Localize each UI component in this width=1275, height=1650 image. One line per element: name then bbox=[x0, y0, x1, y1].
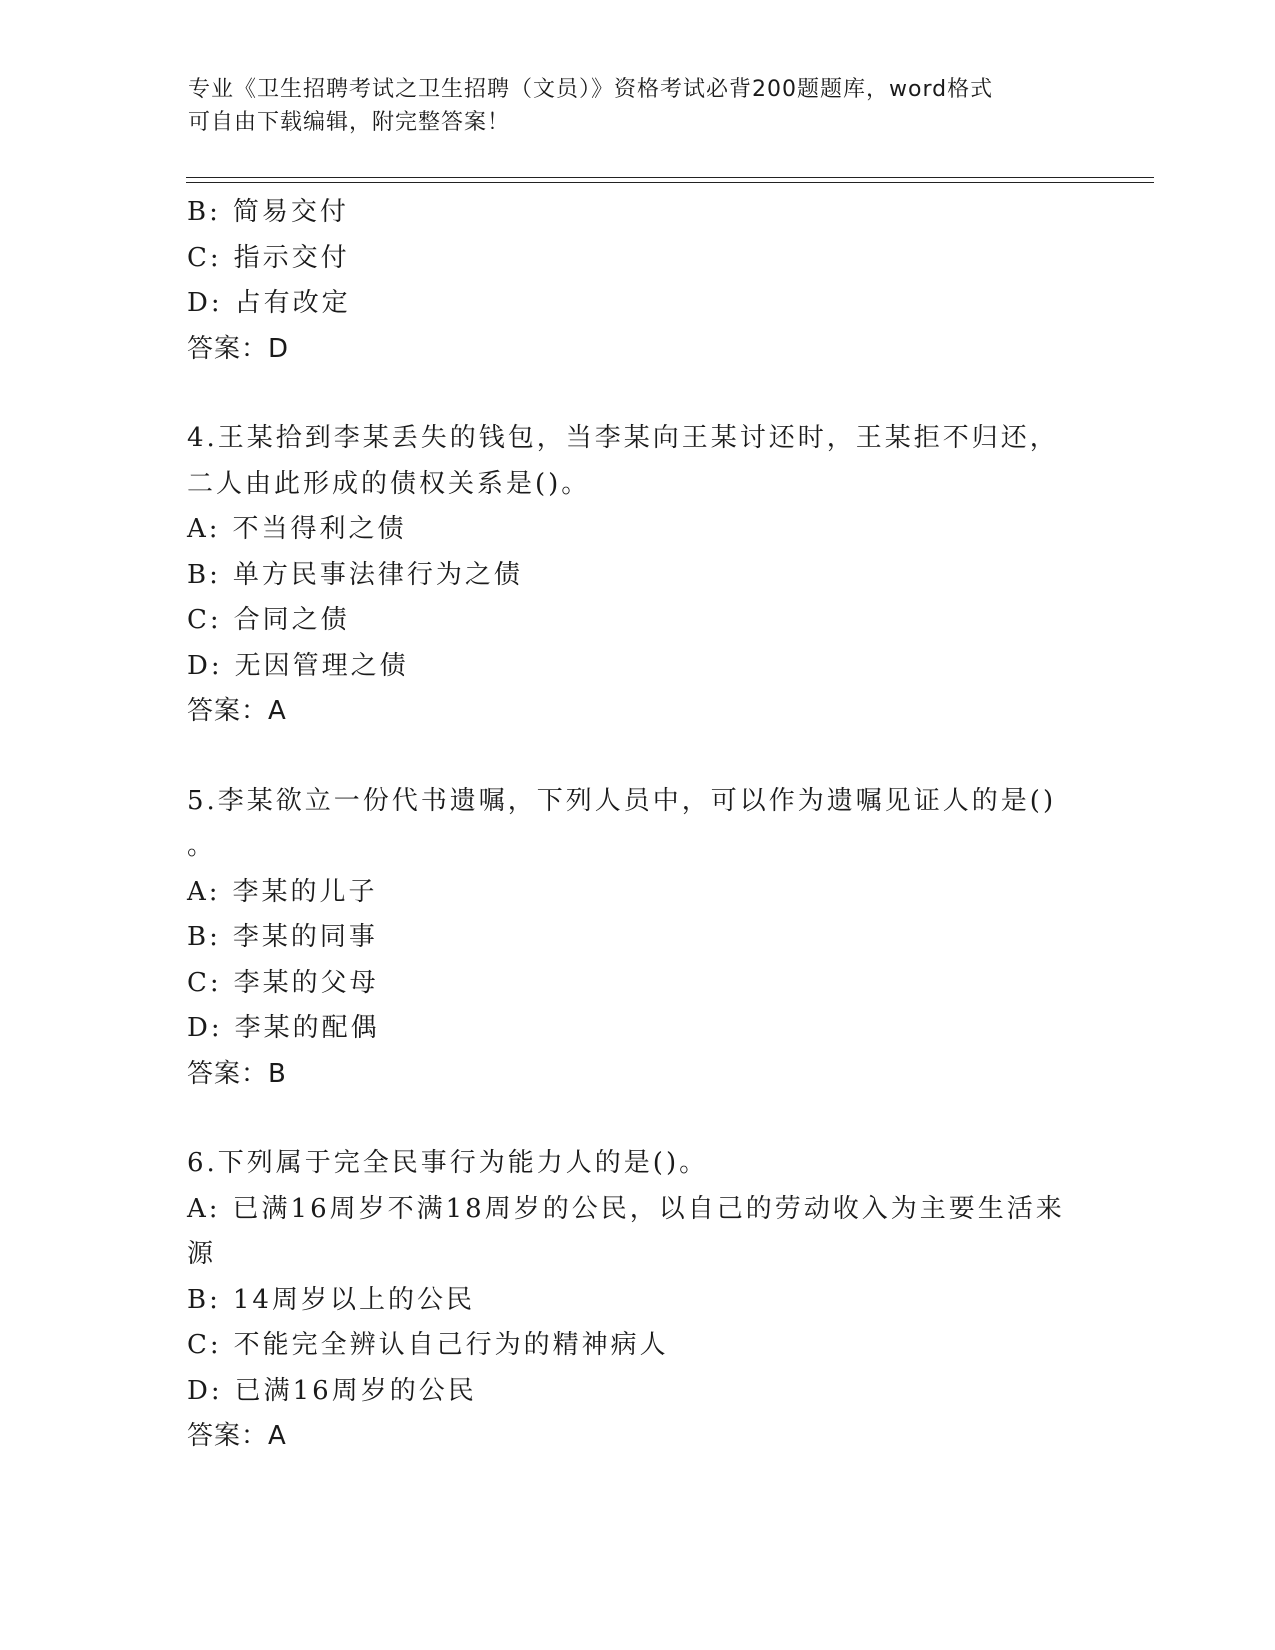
option-b bbox=[187, 190, 1087, 236]
option-text: 李某的配偶 bbox=[234, 1013, 380, 1043]
question-stem: 5.李某欲立一份代书遗嘱，下列人员中，可以作为遗嘱见证人的是() bbox=[187, 785, 1057, 816]
option-letter: C: bbox=[187, 1330, 222, 1360]
option-letter: B: bbox=[187, 197, 221, 227]
option-text: 李某的同事 bbox=[232, 922, 378, 952]
question-spacer bbox=[187, 735, 1087, 779]
option-b bbox=[187, 553, 1087, 599]
option-letter: B: bbox=[187, 922, 221, 952]
option-text: 指示交付 bbox=[233, 242, 350, 273]
option-letter: D: bbox=[187, 1013, 223, 1043]
option-letter: C: bbox=[187, 605, 222, 635]
question-spacer bbox=[187, 372, 1087, 416]
option-text: 合同之债 bbox=[233, 605, 350, 635]
answer-line: 答案：A bbox=[187, 696, 287, 726]
option-d bbox=[187, 1006, 1087, 1052]
option-letter: D: bbox=[187, 1375, 223, 1406]
question-stem-cont: 。 bbox=[187, 831, 217, 861]
option-letter: D: bbox=[187, 650, 223, 681]
option-c bbox=[187, 1323, 1087, 1369]
option-c bbox=[187, 598, 1087, 644]
answer-line: 答案：B bbox=[187, 1058, 287, 1089]
option-a bbox=[187, 870, 1087, 916]
question-list bbox=[187, 190, 1087, 1460]
option-text: 不当得利之债 bbox=[232, 514, 407, 544]
header-divider-bottom bbox=[186, 182, 1154, 183]
option-letter: C: bbox=[187, 967, 222, 998]
option-text: 简易交付 bbox=[232, 197, 349, 227]
option-letter: A: bbox=[187, 876, 221, 907]
option-text: 已满16周岁不满18周岁的公民，以自己的劳动收入为主要生活来 bbox=[232, 1193, 1065, 1224]
question-4 bbox=[187, 416, 1087, 735]
option-text: 李某的儿子 bbox=[232, 876, 378, 907]
option-text: 14周岁以上的公民 bbox=[232, 1284, 475, 1315]
option-letter: D: bbox=[187, 288, 223, 318]
question-spacer bbox=[187, 1097, 1087, 1141]
option-d bbox=[187, 644, 1087, 690]
option-letter: A: bbox=[187, 514, 221, 544]
header-title-line2: 可自由下载编辑，附完整答案！ bbox=[188, 110, 511, 135]
option-d bbox=[187, 1369, 1087, 1415]
option-d bbox=[187, 281, 1087, 327]
question-stem-cont: 二人由此形成的债权关系是()。 bbox=[187, 468, 591, 499]
option-letter: C: bbox=[187, 242, 222, 273]
answer-line: 答案：A bbox=[187, 1421, 287, 1451]
question-stem: 6.下列属于完全民事行为能力人的是()。 bbox=[187, 1148, 709, 1178]
option-letter: A: bbox=[187, 1193, 221, 1224]
option-c bbox=[187, 961, 1087, 1007]
option-a bbox=[187, 1187, 1087, 1233]
option-a-cont: 源 bbox=[187, 1239, 217, 1269]
option-a bbox=[187, 507, 1087, 553]
option-text: 无因管理之债 bbox=[234, 650, 409, 681]
header-title-line1: 专业《卫生招聘考试之卫生招聘（文员）》资格考试必背200题题库，word格式 bbox=[188, 77, 994, 102]
option-c bbox=[187, 236, 1087, 282]
answer-line: 答案：D bbox=[187, 333, 290, 364]
option-letter: B: bbox=[187, 1284, 221, 1315]
document-header bbox=[188, 73, 1088, 139]
option-text: 不能完全辨认自己行为的精神病人 bbox=[233, 1330, 669, 1360]
option-text: 占有改定 bbox=[234, 288, 351, 318]
option-b bbox=[187, 1278, 1087, 1324]
option-text: 单方民事法律行为之债 bbox=[232, 559, 523, 590]
question-stem: 4.王某拾到李某丢失的钱包，当李某向王某讨还时，王某拒不归还， bbox=[187, 423, 1059, 453]
option-letter: B: bbox=[187, 559, 221, 590]
option-b bbox=[187, 915, 1087, 961]
question-3 bbox=[187, 190, 1087, 372]
option-text: 已满16周岁的公民 bbox=[234, 1375, 477, 1406]
question-5 bbox=[187, 779, 1087, 1098]
question-6 bbox=[187, 1141, 1087, 1460]
option-text: 李某的父母 bbox=[233, 967, 379, 998]
header-divider-top bbox=[186, 177, 1154, 178]
